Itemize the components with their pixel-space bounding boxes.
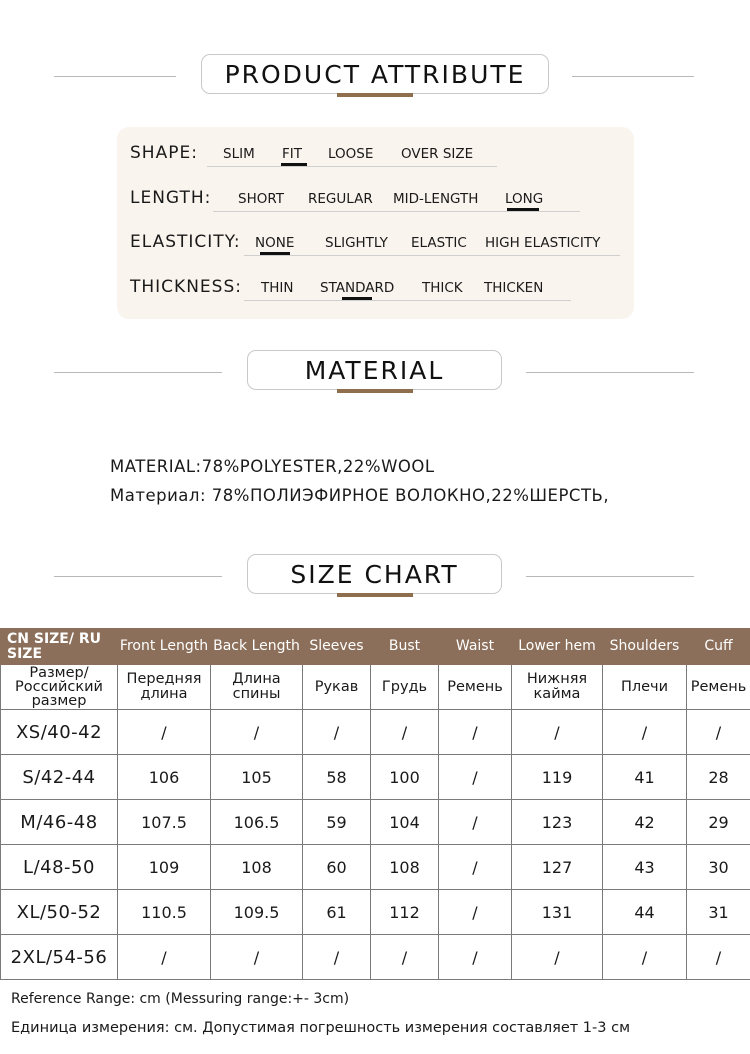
table-cell: 123 — [512, 800, 603, 845]
table-cell: / — [603, 710, 687, 755]
material-header — [0, 348, 750, 398]
table-cell: 44 — [603, 890, 687, 935]
row-underline — [244, 300, 571, 301]
table-cell: 109 — [118, 845, 211, 890]
attribute-label: LENGTH: — [130, 188, 212, 208]
size-cell: XL/50-52 — [1, 890, 118, 935]
title-accent-bar — [337, 389, 413, 393]
table-cell: 109.5 — [211, 890, 303, 935]
table-cell: 112 — [371, 890, 439, 935]
attribute-row-elasticity — [117, 232, 634, 262]
table-cell: 42 — [603, 800, 687, 845]
option-high-elasticity: HIGH ELASTICITY — [485, 235, 601, 251]
attribute-panel — [117, 127, 634, 319]
option-slightly: SLIGHTLY — [325, 235, 388, 251]
table-cell: 104 — [371, 800, 439, 845]
column-header: Front Length — [118, 629, 211, 665]
size-cell: XS/40-42 — [1, 710, 118, 755]
table-cell: / — [603, 935, 687, 980]
title-accent-bar — [337, 93, 413, 97]
column-header: Cuff — [687, 629, 750, 665]
option-loose: LOOSE — [328, 146, 374, 162]
column-header-ru: Ремень — [687, 665, 750, 710]
table-cell: 105 — [211, 755, 303, 800]
table-cell: / — [439, 800, 512, 845]
selected-marker — [260, 252, 290, 255]
divider-left — [54, 372, 222, 373]
row-underline — [213, 211, 580, 212]
table-cell: 31 — [687, 890, 750, 935]
table-cell: 127 — [512, 845, 603, 890]
option-over-size: OVER SIZE — [401, 146, 474, 162]
table-cell: / — [371, 710, 439, 755]
table-cell: / — [687, 935, 750, 980]
table-cell: 59 — [303, 800, 371, 845]
size-chart-table — [0, 628, 750, 980]
table-row — [1, 845, 750, 890]
section-title: PRODUCT ATTRIBUTE — [201, 54, 549, 94]
size-cell: L/48-50 — [1, 845, 118, 890]
section-title: MATERIAL — [247, 350, 502, 390]
table-cell: / — [211, 710, 303, 755]
option-long: LONG — [505, 191, 544, 207]
row-underline — [244, 255, 620, 256]
option-fit: FIT — [282, 146, 302, 162]
selected-marker — [342, 297, 372, 300]
row-underline — [207, 166, 497, 167]
column-header-ru: Грудь — [371, 665, 439, 710]
attribute-label: ELASTICITY: — [130, 232, 241, 252]
option-elastic: ELASTIC — [411, 235, 467, 251]
table-cell: / — [512, 710, 603, 755]
table-row — [1, 800, 750, 845]
option-thicken: THICKEN — [484, 280, 544, 296]
size-cell: 2XL/54-56 — [1, 935, 118, 980]
table-cell: 106 — [118, 755, 211, 800]
table-cell: 108 — [211, 845, 303, 890]
option-standard: STANDARD — [320, 280, 395, 296]
table-cell: 119 — [512, 755, 603, 800]
attribute-label: SHAPE: — [130, 143, 198, 163]
divider-left — [54, 576, 222, 577]
table-cell: 29 — [687, 800, 750, 845]
table-cell: 43 — [603, 845, 687, 890]
material-composition-ru: Материал: 78%ПОЛИЭФИРНОЕ ВОЛОКНО,22%ШЕРСТЬ, — [110, 486, 610, 505]
section-title: SIZE CHART — [247, 554, 502, 594]
table-header-row-en — [1, 629, 750, 665]
column-header-ru: Ремень — [439, 665, 512, 710]
column-header-ru: Рукав — [303, 665, 371, 710]
option-thin: THIN — [261, 280, 294, 296]
table-cell: / — [118, 935, 211, 980]
option-mid-length: MID-LENGTH — [393, 191, 479, 207]
table-cell: / — [512, 935, 603, 980]
table-cell: / — [439, 890, 512, 935]
title-accent-bar — [337, 593, 413, 597]
table-cell: / — [439, 935, 512, 980]
column-header: Waist — [439, 629, 512, 665]
table-header-row-ru — [1, 665, 750, 710]
column-header: Lower hem — [512, 629, 603, 665]
table-cell: 58 — [303, 755, 371, 800]
material-composition-en: MATERIAL:78%POLYESTER,22%WOOL — [110, 457, 435, 476]
table-row — [1, 755, 750, 800]
size-cell: M/46-48 — [1, 800, 118, 845]
size-chart-header — [0, 552, 750, 602]
table-cell: / — [439, 755, 512, 800]
divider-right — [526, 576, 694, 577]
option-regular: REGULAR — [308, 191, 373, 207]
table-cell: / — [687, 710, 750, 755]
size-cell: S/42-44 — [1, 755, 118, 800]
divider-right — [526, 372, 694, 373]
column-header-ru: Плечи — [603, 665, 687, 710]
table-cell: 108 — [371, 845, 439, 890]
measurement-note-en: Reference Range: cm (Messuring range:+- 3cm) — [11, 991, 350, 1007]
attribute-row-shape — [117, 143, 634, 173]
measurement-note-ru: Единица измерения: см. Допустимая погрешность измерения составляет 1-3 см — [11, 1020, 631, 1036]
attribute-row-length — [117, 188, 634, 218]
selected-marker — [507, 208, 539, 211]
table-cell: 30 — [687, 845, 750, 890]
table-cell: / — [439, 845, 512, 890]
column-header-ru: Длина спины — [211, 665, 303, 710]
column-header: Shoulders — [603, 629, 687, 665]
selected-marker — [281, 163, 307, 166]
divider-left — [54, 76, 176, 77]
table-cell: 106.5 — [211, 800, 303, 845]
divider-right — [572, 76, 694, 77]
table-cell: 110.5 — [118, 890, 211, 935]
column-header: Bust — [371, 629, 439, 665]
column-header: Back Length — [211, 629, 303, 665]
table-cell: / — [303, 935, 371, 980]
table-cell: 28 — [687, 755, 750, 800]
option-none: NONE — [255, 235, 295, 251]
column-header: Sleeves — [303, 629, 371, 665]
table-cell: 100 — [371, 755, 439, 800]
table-cell: 107.5 — [118, 800, 211, 845]
table-cell: / — [211, 935, 303, 980]
column-header-ru: Размер/ Российский размер — [1, 665, 118, 710]
table-row — [1, 710, 750, 755]
table-cell: / — [118, 710, 211, 755]
product-attribute-header — [0, 52, 750, 102]
attribute-label: THICKNESS: — [130, 277, 242, 297]
table-cell: / — [371, 935, 439, 980]
column-header-ru: Передняя длина — [118, 665, 211, 710]
table-cell: / — [303, 710, 371, 755]
table-cell: 61 — [303, 890, 371, 935]
option-short: SHORT — [238, 191, 284, 207]
attribute-row-thickness — [117, 277, 634, 307]
table-cell: 60 — [303, 845, 371, 890]
table-row — [1, 935, 750, 980]
table-row — [1, 890, 750, 935]
option-slim: SLIM — [223, 146, 255, 162]
table-cell: 131 — [512, 890, 603, 935]
column-header: CN SIZE/ RU SIZE — [1, 629, 118, 665]
table-cell: / — [439, 710, 512, 755]
column-header-ru: Нижняя кайма — [512, 665, 603, 710]
option-thick: THICK — [422, 280, 463, 296]
table-cell: 41 — [603, 755, 687, 800]
